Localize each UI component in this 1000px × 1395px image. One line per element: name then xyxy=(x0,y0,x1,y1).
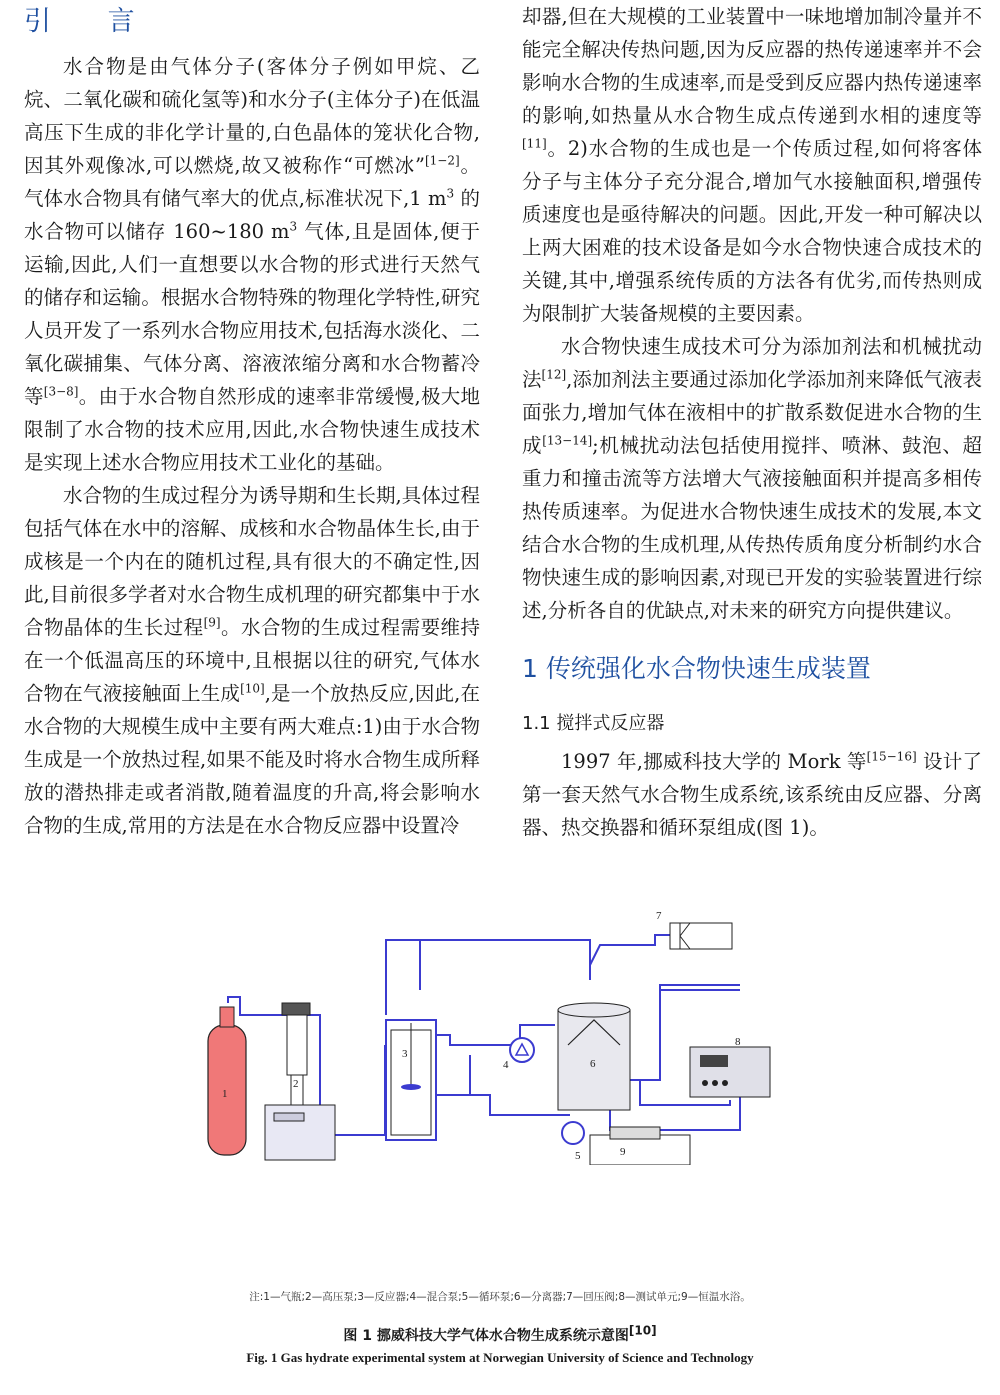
citation: [13−14] xyxy=(542,433,593,448)
label-5: 5 xyxy=(575,1150,581,1162)
citation: [3−8] xyxy=(43,384,79,399)
citation: [1−2] xyxy=(424,153,460,168)
section-1-paragraph: 1997 年,挪威科技大学的 Mork 等[15−16] 设计了第一套天然气水合物生成系统,该系统由反应器、分离器、热交换器和循环泵组成(图 1)。 xyxy=(522,749,983,839)
left-column xyxy=(24,0,480,842)
test-unit-8 xyxy=(690,1036,770,1097)
label-7: 7 xyxy=(656,910,662,922)
label-6: 6 xyxy=(590,1058,596,1070)
reactor-3 xyxy=(386,1020,436,1140)
intro-paragraph-2-continued: 却器,但在大规模的工业装置中一味地增加制冷量并不能完全解决传热问题,因为反应器的热传递速率并不会影响水合物的生成速率,而是受到反应器内热传递速率的影响,如热量从水合物生成点传递到水相的速度等[11]。2)水合物的生成也是一个传质过程,如何将客体分子与主体分子充分混合,增加气水接触面积,增强传质速度也是亟待解决的问题。因此,开发一种可解决以上两大困难的技术设备是如今水合物快速合成技术的关键,其中,增强系统传质的方法各有优劣,而传热则成为限制扩大装备规模的主要因素。 xyxy=(522,5,982,325)
intro-paragraph-3: 水合物快速生成技术可分为添加剂法和机械扰动法[12],添加剂法主要通过添加化学添加剂来降低气液表面张力,增加气体在液相中的扩散系数促进水合物的生成[13−14];机械扰动法包括使用搅拌、喷淋、鼓泡、超重力和撞击流等方法增大气液接触面积并提高多相传热传质速率。为促进水合物快速生成技术的发展,本文结合水合物的生成机理,从传热传质角度分析制约水合物快速生成的影响因素,对现已开发的实验装置进行综述,分析各自的优缺点,对未来的研究方向提供建议。 xyxy=(522,335,982,622)
high-pressure-pump-2 xyxy=(265,1003,335,1160)
label-2: 2 xyxy=(293,1078,299,1090)
figure-caption-cn: 图 1 挪威科技大学气体水合物生成系统示意图[10] xyxy=(343,1323,657,1344)
water-bath-9 xyxy=(590,1127,690,1165)
intro-paragraph-1: 水合物是由气体分子(客体分子例如甲烷、乙烷、二氧化碳和硫化氢等)和水分子(主体分子)在低温高压下生成的非化学计量的,白色晶体的笼状化合物,因其外观像冰,可以燃烧,故又被称作“可燃冰”[1−2]。气体水合物具有储气率大的优点,标准状况下,1 $m^3$ 的水合物可以储存 160~180 $m^3$ 气体,且是固体,便于运输,因此,人们一直想要以水合物的形式进行天然气的储存和运输。根据水合物特殊的物理化学特性,研究人员开发了一系列水合物应用技术,包括海水淡化、二氧化碳捕集、气体分离、溶液浓缩分离和水合物蓄冷等[3−8]。由于水合物自然形成的速率非常缓慢,极大地限制了水合物的技术应用,因此,水合物快速生成技术是实现上述水合物应用技术工业化的基础。 xyxy=(24,55,480,474)
separator-6 xyxy=(558,1003,630,1110)
citation: [15−16] xyxy=(866,749,917,764)
citation: [10] xyxy=(628,1323,657,1338)
label-1: 1 xyxy=(222,1088,228,1100)
circulation-pump-5 xyxy=(562,1122,584,1162)
label-4: 4 xyxy=(503,1059,509,1071)
label-3: 3 xyxy=(402,1048,408,1060)
section-1-heading: 1 传统强化水合物快速生成装置 xyxy=(522,654,871,683)
mixing-pump-4 xyxy=(503,1038,534,1071)
intro-heading: 引 言 xyxy=(24,6,159,37)
right-column xyxy=(522,0,982,844)
figure-caption-en: Fig. 1 Gas hydrate experimental system at Norwegian University of Science and Technology xyxy=(246,1350,754,1365)
back-pressure-valve-7 xyxy=(656,910,732,949)
citation: [10] xyxy=(240,681,265,696)
gas-cylinder-1 xyxy=(208,1007,246,1155)
intro-paragraph-2: 水合物的生成过程分为诱导期和生长期,具体过程包括气体在水中的溶解、成核和水合物晶体生长,由于成核是一个内在的随机过程,具有很大的不确定性,因此,目前很多学者对水合物生成机理的研究都集中于水合物晶体的生长过程[9]。水合物的生成过程需要维持在一个低温高压的环境中,且根据以往的研究,气体水合物在气液接触面上生成[10],是一个放热反应,因此,在水合物的大规模生成中主要有两大难点:1)由于水合物生成是一个放热过程,如果不能及时将水合物生成所释放的潜热排走或者消散,随着温度的升高,将会影响水合物的生成,常用的方法是在水合物反应器中设置冷 xyxy=(24,484,480,837)
figure-note: 注:1—气瓶;2—高压泵;3—反应器;4—混合泵;5—循环泵;6—分离器;7—回压阀;8—测试单元;9—恒温水浴。 xyxy=(249,1291,751,1303)
label-9: 9 xyxy=(620,1146,626,1158)
citation: [12] xyxy=(541,367,567,382)
subsection-1-1-heading: 1.1 搅拌式反应器 xyxy=(522,713,665,734)
citation: [9] xyxy=(203,615,221,630)
label-8: 8 xyxy=(735,1036,741,1048)
citation: [11] xyxy=(522,136,547,151)
hydrate-system-diagram xyxy=(190,905,830,1165)
